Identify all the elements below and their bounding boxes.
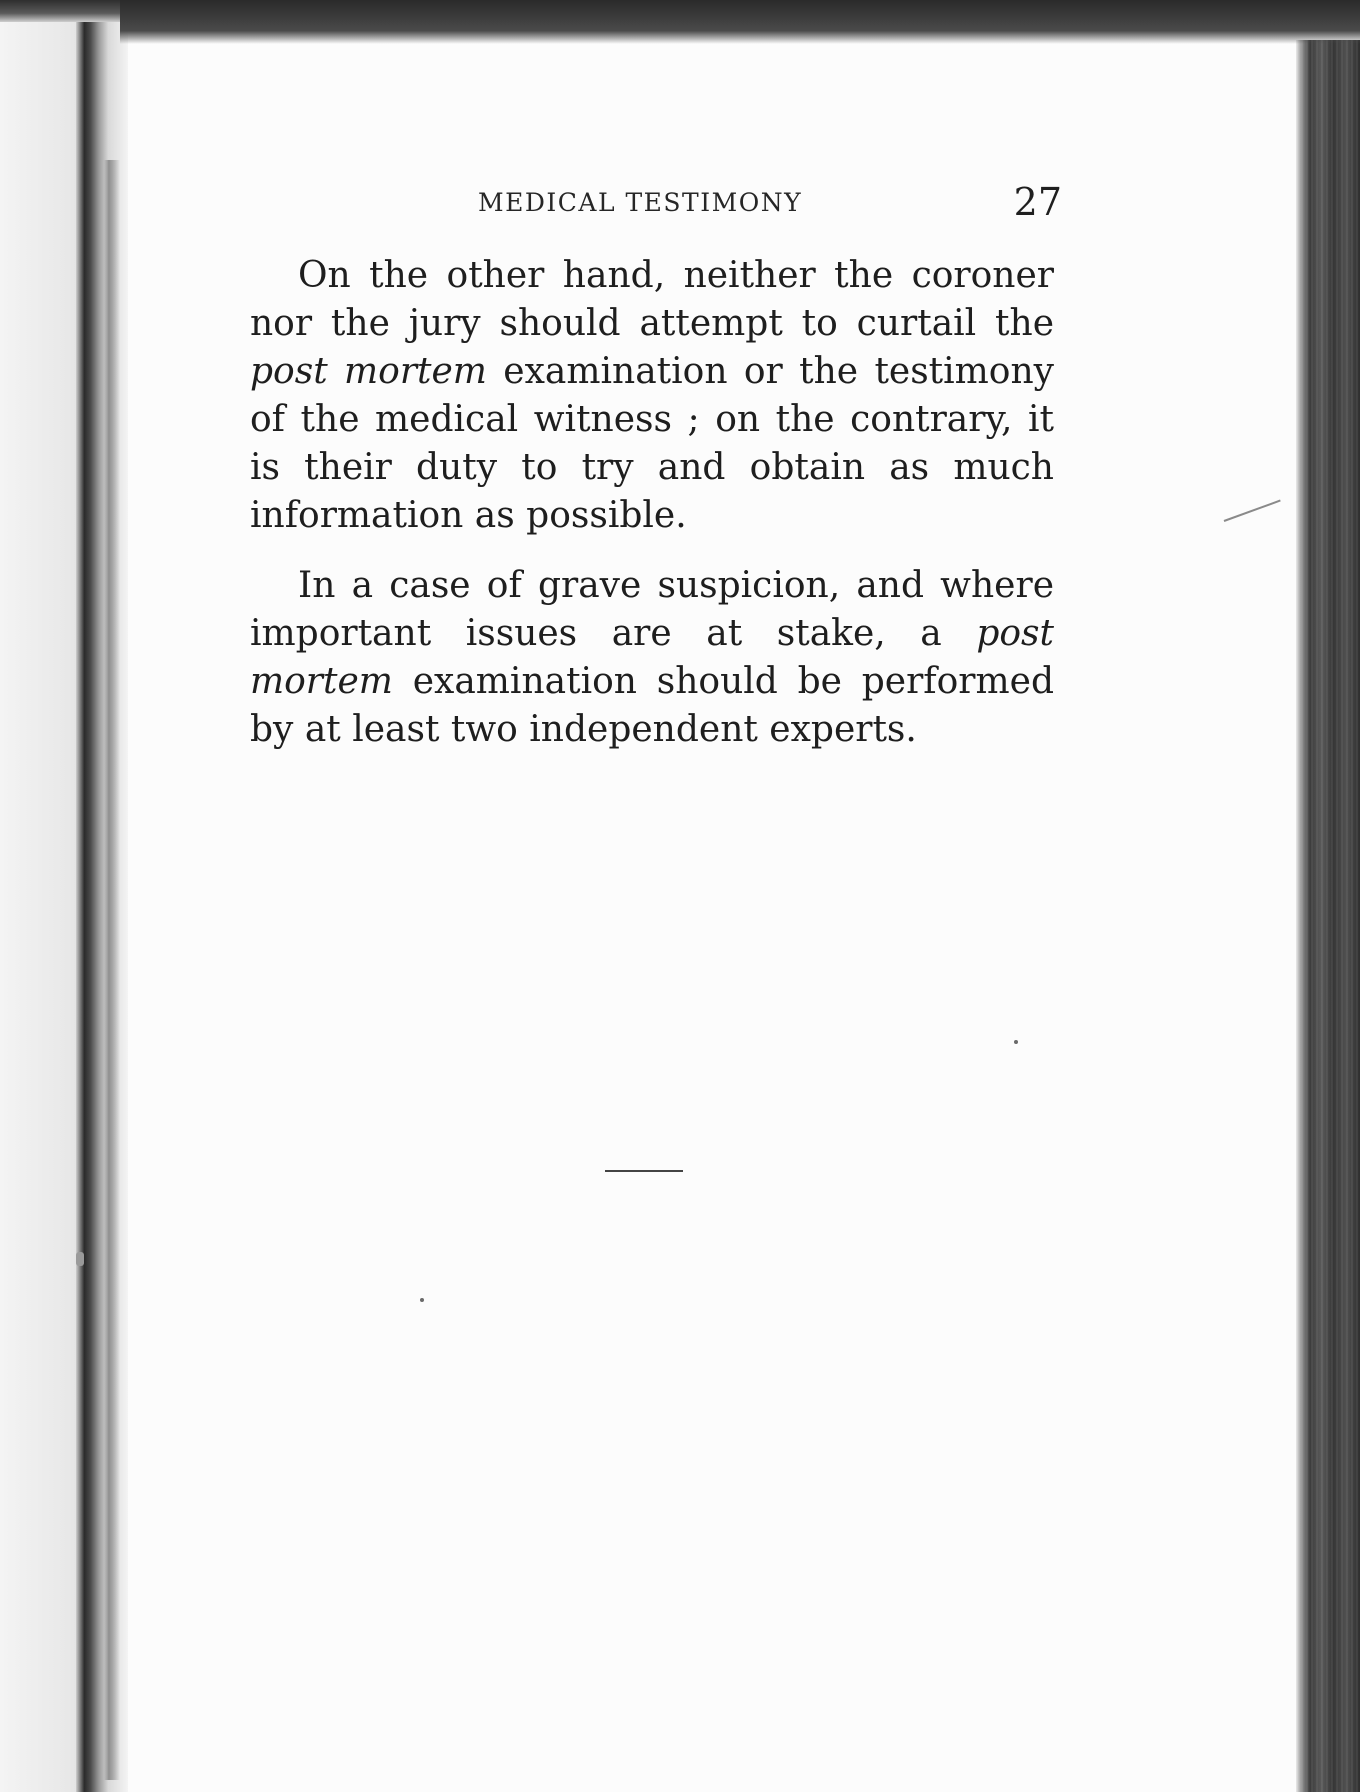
section-end-rule xyxy=(605,1170,683,1172)
paragraph-2 xyxy=(250,562,1054,754)
paragraph-1-rest: examination or the testimony of the medical witness ; on the contrary, it is their duty to try and obtain as much information as possible. xyxy=(250,351,1054,536)
paragraph-1-italic: post mortem xyxy=(250,351,487,392)
book-binding xyxy=(76,18,128,1792)
paragraph-2-italic: post mortem xyxy=(250,613,1054,702)
paragraph-1-lead: On the other hand, neither the coroner nor the jury should attempt to curtail the xyxy=(250,255,1054,344)
paragraph-1 xyxy=(250,252,1054,540)
running-head-title: MEDICAL TESTIMONY xyxy=(478,188,803,217)
paper-speck xyxy=(1014,1040,1018,1044)
paper-speck xyxy=(420,1298,424,1302)
paragraph-2-lead: In a case of grave suspicion, and where important issues are at stake, a xyxy=(250,565,1054,654)
binding-stitch xyxy=(76,1252,84,1266)
paragraph-2-rest: examination should be performed by at least two independent experts. xyxy=(250,661,1054,750)
page-stack-edge xyxy=(1296,40,1360,1792)
body-text xyxy=(250,252,1054,754)
page-number: 27 xyxy=(1013,180,1062,224)
scan-top-shadow xyxy=(0,0,1360,22)
binding-thread xyxy=(104,160,120,1780)
running-head xyxy=(478,180,1062,226)
